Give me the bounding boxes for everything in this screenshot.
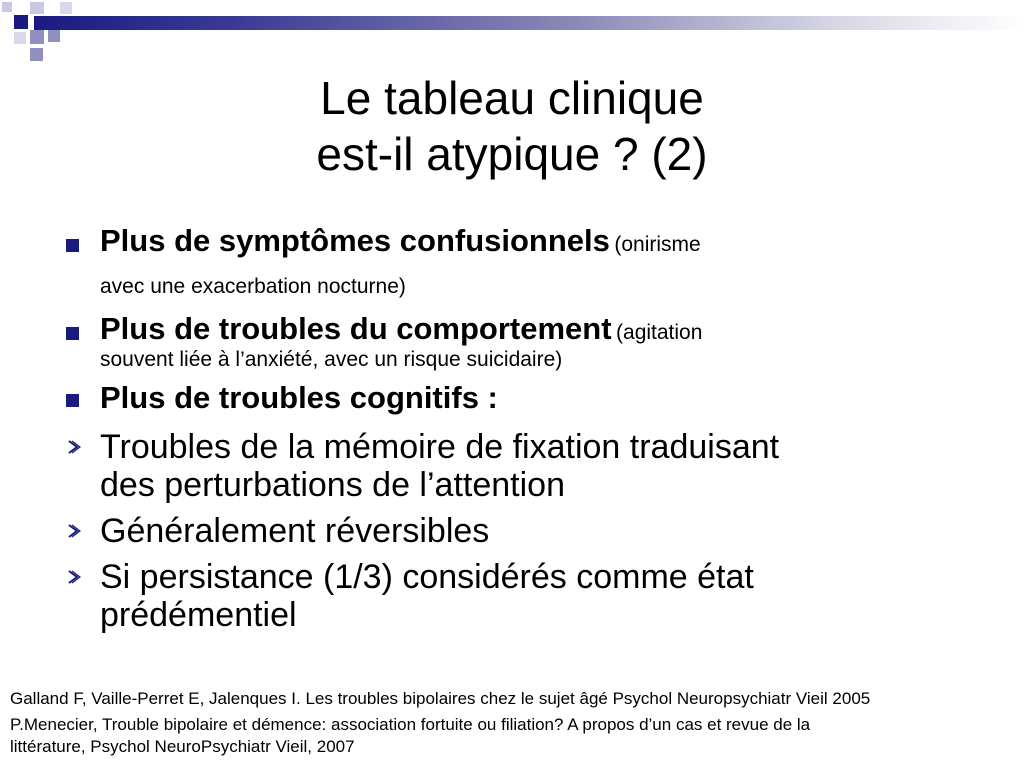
slide-content: [60, 222, 920, 634]
sub-item-text: Généralement réversibles: [100, 512, 490, 550]
sub-item-text-continued: des perturbations de l’attention: [100, 466, 565, 504]
item-heading: Plus de troubles du comportement: [100, 311, 612, 346]
arrow-bullet-icon: [64, 521, 84, 541]
arrow-bullet-icon: [64, 567, 84, 587]
header-gradient-bar: [34, 16, 1024, 30]
item-detail: (onirisme: [614, 233, 701, 256]
item-detail-continued: avec une exacerbation nocturne): [100, 275, 406, 298]
header-decoration: [0, 0, 1024, 64]
deco-square-mid: [30, 48, 43, 61]
sub-bullet-item: [60, 558, 920, 634]
references: [10, 688, 1020, 758]
sub-item-text: Troubles de la mémoire de fixation traduisant: [100, 428, 780, 466]
deco-square-light: [30, 2, 44, 14]
deco-square-light: [14, 32, 26, 44]
square-bullet-icon: [66, 239, 79, 252]
reference-2-line-2: littérature, Psychol NeuroPsychiatr Vieil, 2007: [10, 737, 355, 756]
item-detail: (agitation: [616, 321, 703, 344]
deco-square-light: [2, 2, 12, 12]
reference-1: Galland F, Vaille-Perret E, Jalenques I. Les troubles bipolaires chez le sujet âgé Psychol Neuropsychiatr Vieil 2005: [10, 689, 871, 708]
title-line-2: est-il atypique ? (2): [316, 128, 708, 180]
slide-title: [0, 70, 1024, 182]
bullet-item: [60, 376, 920, 426]
item-heading: Plus de troubles cognitifs :: [100, 380, 498, 415]
item-heading: Plus de symptômes confusionnels: [100, 223, 610, 258]
square-bullet-icon: [66, 327, 79, 340]
square-bullet-icon: [66, 394, 79, 407]
sub-item-text: Si persistance (1/3) considérés comme état: [100, 558, 754, 596]
sub-item-text-continued: prédémentiel: [100, 596, 297, 634]
title-line-1: Le tableau clinique: [320, 72, 704, 124]
deco-square-light: [60, 2, 72, 14]
arrow-bullet-icon: [64, 437, 84, 457]
deco-square-dark: [14, 15, 28, 29]
sub-bullet-item: [60, 428, 920, 504]
deco-square-mid: [48, 30, 60, 42]
reference-2-line-1: P.Menecier, Trouble bipolaire et démence: association fortuite ou filiation? A propos d’un cas et revue de la: [10, 715, 811, 734]
item-detail-continued: souvent liée à l’anxiété, avec un risque suicidaire): [100, 348, 563, 371]
bullet-item: [60, 222, 920, 302]
sub-bullet-item: [60, 512, 920, 550]
bullet-item: [60, 310, 920, 372]
deco-square-mid: [30, 30, 44, 44]
